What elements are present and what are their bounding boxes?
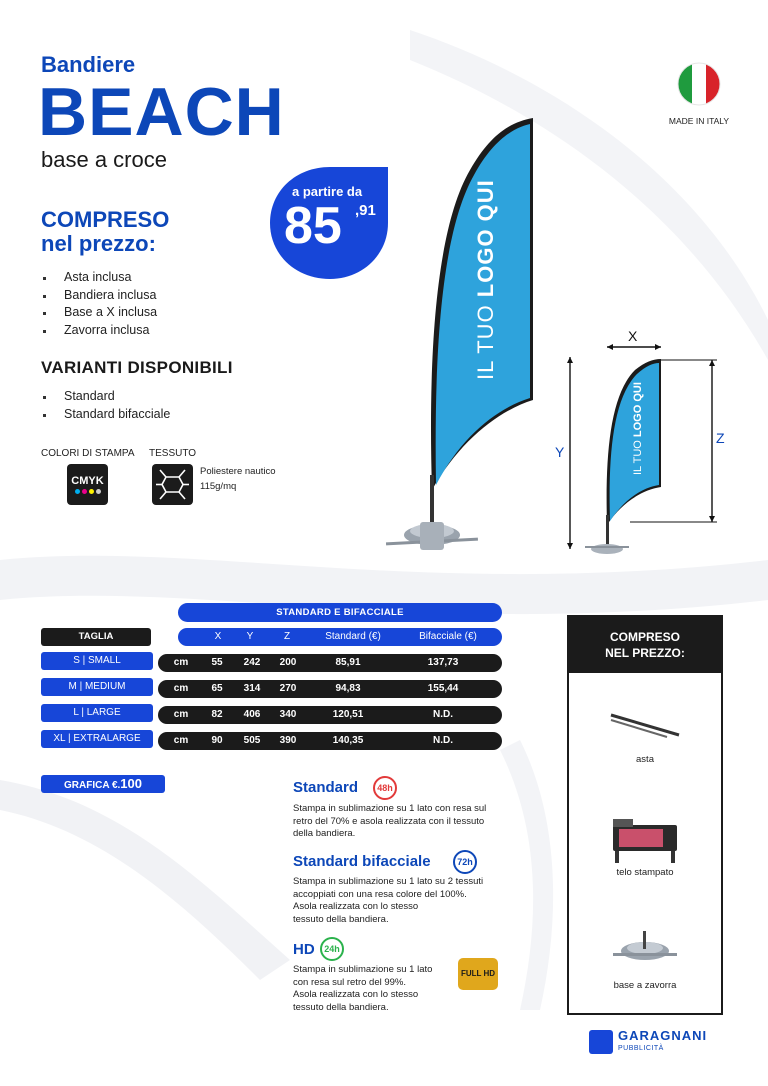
standard-cell: 140,35 [332,735,364,746]
product-title: BEACH [38,74,285,150]
weight-base-image [611,929,679,969]
flag-small-logo-bold: LOGO QUI [632,382,644,438]
standard-cell: 120,51 [332,709,364,720]
pole-image [607,705,683,745]
taglia-header: TAGLIA [41,628,151,646]
list-item: Bandiera inclusa [41,287,157,305]
bifacciale-cell: 137,73 [427,657,459,668]
beach-flag-dimensions-diagram [545,325,745,565]
x-cell: 82 [211,709,223,720]
table-row [158,706,502,724]
side-item-label: telo stampato [616,867,674,878]
desc-line: Stampa in sublimazione su 1 lato con resa sul [293,803,487,814]
included-title [41,208,201,256]
variants-list [41,388,170,423]
desc-line: tessuto della bandiera. [293,913,389,925]
clock-48h-icon: 48h [373,776,397,800]
unit-cell: cm [173,657,189,668]
price-from-label: a partire da [292,184,363,199]
flag-logo-bold: LOGO QUI [473,179,498,298]
desc-line: Asola realizzata con lo stesso [293,989,419,1000]
included-title-line2: nel prezzo: [41,231,156,256]
brand-logo-icon [589,1030,613,1054]
z-cell: 340 [279,709,297,720]
size-label-s: S | SMALL [41,652,153,670]
fabric-mesh-icon [152,464,193,505]
desc-line: Stampa in sublimazione su 1 lato [293,964,433,975]
flag-logo-prefix: IL TUO [473,297,498,380]
printer-image [609,815,681,865]
svg-text:IL TUO LOGO QUI [632,382,644,475]
section-standard-desc [293,803,508,841]
section-standard-title: Standard [293,779,359,796]
clock-24h-icon: 24h [320,937,344,961]
y-cell: 242 [243,657,261,668]
included-title-line1: COMPRESO [41,207,170,232]
list-item: Asta inclusa [41,269,157,287]
cmyk-label: CMYK [71,475,104,487]
cmyk-icon [67,464,108,505]
y-cell: 505 [243,735,261,746]
col-y-header: Y [246,631,254,642]
list-item: Standard [41,388,170,406]
side-title-line1: COMPRESO [609,630,680,644]
side-item-label: base a zavorra [613,980,677,991]
grafica-label: GRAFICA €. [63,780,121,791]
table-column-headers [178,628,502,646]
desc-line: accoppiati con una resa colore del 100%. [293,888,467,900]
brand-name: GARAGNANI [618,1028,708,1043]
section-bifacciale-desc [293,876,508,926]
y-cell: 406 [243,709,261,720]
desc-line: retro del 70% e asola realizzata con il tessuto [293,815,485,827]
table-row [158,680,502,698]
z-cell: 270 [279,683,297,694]
side-panel-header [569,617,721,673]
fabric-label: TESSUTO [149,448,197,459]
unit-cell: cm [173,683,189,694]
unit-cell: cm [173,709,189,720]
side-title-line2: NEL PREZZO: [605,646,685,660]
z-cell: 390 [279,735,297,746]
z-cell: 200 [279,657,297,668]
full-hd-badge: FULL HD [458,958,498,990]
standard-cell: 85,91 [335,657,361,668]
fabric-line2: 115g/mq [200,481,237,492]
col-standard-header: Standard (€) [325,631,381,642]
desc-line: tessuto della bandiera. [293,1001,389,1013]
y-cell: 314 [243,683,261,694]
standard-cell: 94,83 [335,683,361,694]
made-in-italy-label: MADE IN ITALY [668,116,730,126]
size-label-l: L | LARGE [41,704,153,722]
price-integer: 85 [284,197,342,255]
col-bifacciale-header: Bifacciale (€) [419,631,477,642]
desc-line: Stampa in sublimazione su 1 lato su 2 tessuti [293,876,484,887]
desc-line: Asola realizzata con lo stesso [293,901,419,912]
dimension-y-label: Y [555,444,565,460]
table-row [158,732,502,750]
bifacciale-cell: N.D. [433,735,453,746]
x-cell: 90 [211,735,223,746]
clock-72h-icon: 72h [453,850,477,874]
grafica-price-label [41,775,165,793]
category-label: Bandiere [41,52,136,77]
list-item: Standard bifacciale [41,406,170,424]
brand-subname: PUBBLICITÀ [618,1045,664,1052]
included-list [41,269,157,339]
bifacciale-cell: N.D. [433,709,453,720]
dimension-x-label: X [628,328,638,344]
product-subtitle: base a croce [41,147,167,172]
print-colors-label: COLORI DI STAMPA [41,448,135,459]
table-group-header: STANDARD E BIFACCIALE [178,603,502,622]
table-row [158,654,502,672]
list-item: Zavorra inclusa [41,322,157,340]
desc-line: con resa sul retro del 99%. [293,976,407,988]
flag-small-logo-prefix: IL TUO [632,437,644,475]
italy-flag-icon [677,62,721,106]
included-side-panel [567,615,723,1015]
x-cell: 65 [211,683,223,694]
fabric-description [200,464,290,494]
list-item: Base a X inclusa [41,304,157,322]
x-cell: 55 [211,657,223,668]
section-bifacciale-title: Standard bifacciale [293,853,431,870]
desc-line: della bandiera. [293,828,356,839]
price-decimal: ,91 [355,202,376,219]
variants-title: VARIANTI DISPONIBILI [41,358,233,377]
cmyk-dots [75,489,101,495]
col-z-header: Z [283,631,291,642]
fabric-line1: Poliestere nautico [200,466,276,477]
side-item-label: asta [636,754,654,765]
bifacciale-cell: 155,44 [427,683,459,694]
svg-text:IL TUO LOGO QUI [473,179,498,380]
dimension-z-label: Z [716,430,725,446]
col-x-header: X [214,631,222,642]
size-label-xl: XL | EXTRALARGE [41,730,153,748]
size-label-m: M | MEDIUM [41,678,153,696]
grafica-value: 100 [120,776,142,791]
section-hd-desc [293,964,463,1014]
section-hd-title: HD [293,941,315,958]
unit-cell: cm [173,735,189,746]
